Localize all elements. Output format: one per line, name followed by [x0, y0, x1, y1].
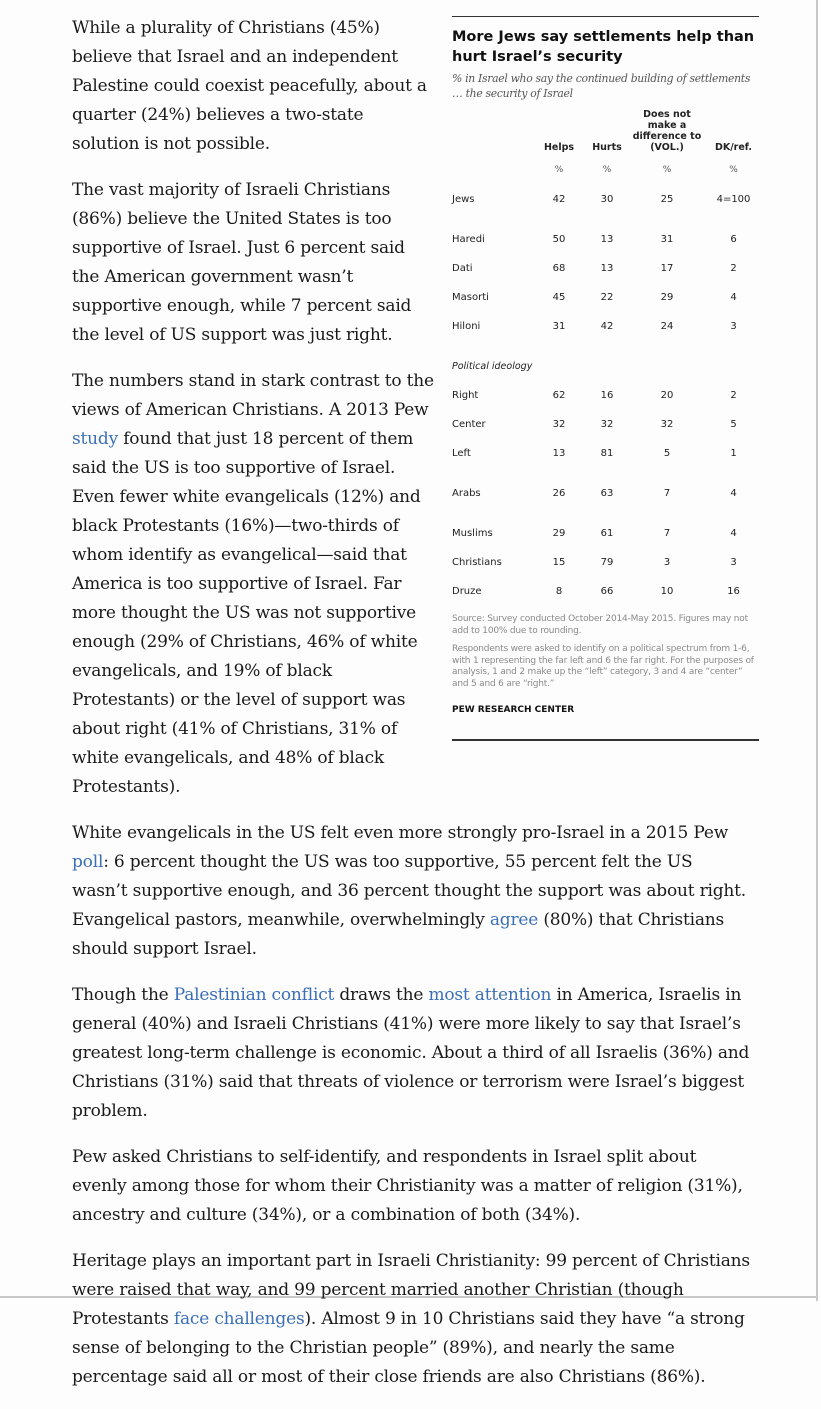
- value-helps: 29: [552, 528, 566, 539]
- value-dk-ref: 1: [730, 448, 737, 459]
- row-label: Masorti: [452, 292, 489, 303]
- row-label: Dati: [452, 263, 473, 274]
- value-dk-ref: 4: [730, 528, 737, 539]
- paragraph-text: (80%) that Christians should support Israel.: [72, 910, 725, 959]
- value-no-difference: 24: [660, 321, 674, 332]
- paragraph-text: in America, Israelis in general (40%) and Israeli Christians (41%) were more likely to say that Israel’s greatest long-term challenge is economic. About a third of all Israelis (36%) and Christians (31%) said that threats of violence or terrorism were Israel’s biggest problem.: [72, 985, 750, 1121]
- article-paragraph: [72, 1247, 752, 1392]
- inline-link[interactable]: Palestinian conflict: [173, 985, 335, 1005]
- inline-link[interactable]: poll: [72, 852, 104, 872]
- article-paragraph: [72, 981, 752, 1126]
- paragraph-text: White evangelicals in the US felt even more strongly pro-Israel in a 2015 Pew: [72, 823, 729, 843]
- category-label: Political ideology: [452, 361, 533, 372]
- figure-table-body: [452, 185, 759, 606]
- row-label: Center: [452, 419, 486, 430]
- value-helps: 45: [552, 292, 566, 303]
- table-row: [452, 312, 759, 341]
- header-helps: Helps: [543, 142, 575, 153]
- table-spacer-row: [452, 214, 759, 225]
- paragraph-text: Though the: [72, 985, 174, 1005]
- value-dk-ref: 2: [730, 390, 737, 401]
- value-hurts: 30: [600, 194, 614, 205]
- value-helps: 68: [552, 263, 566, 274]
- table-row: [452, 479, 759, 508]
- table-row: [452, 381, 759, 410]
- inline-link[interactable]: study: [72, 429, 118, 449]
- value-hurts: 22: [600, 292, 614, 303]
- value-dk-ref: 16: [727, 586, 740, 597]
- article-body: [72, 14, 755, 1409]
- value-hurts: 16: [600, 390, 614, 401]
- value-dk-ref: 4: [730, 292, 737, 303]
- paragraph-text: : 6 percent thought the US was too supportive, 55 percent felt the US wasn’t supportive enough, and 36 percent thought the support was about right. Evangelical pastors, meanwhile, overwhelmingly: [72, 852, 746, 930]
- table-row: [452, 410, 759, 439]
- header-no-difference: Does not make a difference to (VOL.): [632, 109, 702, 153]
- figure-credit: PEW RESEARCH CENTER: [452, 705, 575, 715]
- figure-source-note: Source: Survey conducted October 2014-May 2015. Figures may not add to 100% due to rounding.: [452, 614, 748, 636]
- table-category-row: [452, 352, 759, 381]
- value-helps: 8: [555, 586, 563, 597]
- article-paragraph: [72, 819, 752, 964]
- value-no-difference: 7: [663, 528, 671, 539]
- inline-link[interactable]: most attention: [428, 985, 552, 1005]
- paragraph-text: The vast majority of Israeli Christians (86%) believe the United States is too supportive of Israel. Just 6 percent said the American government wasn’t supportive enough, while 7 percent said the level of US support was just right.: [72, 180, 412, 345]
- paragraph-text: The numbers stand in stark contrast to the views of American Christians. A 2013 Pew: [72, 371, 434, 420]
- header-dk-ref: DK/ref.: [714, 142, 753, 153]
- value-dk-ref: 3: [730, 557, 737, 568]
- header-hurts: Hurts: [592, 142, 622, 153]
- value-helps: 50: [552, 234, 566, 245]
- row-label: Arabs: [452, 488, 481, 499]
- table-header-row: [452, 109, 759, 156]
- table-row: [452, 548, 759, 577]
- paragraph-text: While a plurality of Christians (45%) believe that Israel and an independent Palestine could coexist peacefully, about a quarter (24%) believes a two-state solution is not possible.: [72, 18, 427, 154]
- value-hurts: 32: [600, 419, 614, 430]
- table-spacer-row: [452, 468, 759, 479]
- row-label: Left: [452, 448, 471, 459]
- value-helps: 13: [552, 448, 566, 459]
- table-row: [452, 577, 759, 606]
- figure-table: [452, 109, 759, 606]
- table-spacer-row: [452, 341, 759, 352]
- survey-figure: [452, 16, 759, 741]
- paragraph-text: draws the: [334, 985, 429, 1005]
- value-helps: 32: [552, 419, 566, 430]
- value-no-difference: 31: [660, 234, 674, 245]
- inline-link[interactable]: agree: [489, 910, 539, 930]
- value-no-difference: 25: [660, 194, 674, 205]
- paragraph-text: ). Almost 9 in 10 Christians said they have “a strong sense of belonging to the Christian people” (89%), and nearly the same percentage said all or most of their close friends are also Christians (86%).: [72, 1309, 745, 1387]
- value-hurts: 13: [600, 263, 614, 274]
- value-no-difference: 5: [663, 448, 671, 459]
- value-helps: 42: [552, 194, 566, 205]
- value-hurts: 79: [600, 557, 614, 568]
- value-dk-ref: 4=100: [716, 194, 751, 205]
- table-row: [452, 254, 759, 283]
- value-hurts: 66: [600, 586, 614, 597]
- table-row: [452, 519, 759, 548]
- table-spacer-row: [452, 508, 759, 519]
- figure-subtitle: % in Israel who say the continued building of settlements … the security of Israel: [452, 72, 751, 100]
- table-unit-row: [452, 156, 759, 185]
- value-dk-ref: 3: [730, 321, 737, 332]
- value-no-difference: 20: [660, 390, 674, 401]
- article-paragraph: [72, 1143, 752, 1230]
- value-helps: 26: [552, 488, 566, 499]
- value-no-difference: 32: [660, 419, 674, 430]
- value-hurts: 42: [600, 321, 614, 332]
- value-no-difference: 17: [660, 263, 674, 274]
- value-hurts: 81: [600, 448, 614, 459]
- inline-link[interactable]: face challenges: [173, 1309, 305, 1329]
- table-row: [452, 185, 759, 214]
- value-hurts: 63: [600, 488, 614, 499]
- table-row: [452, 225, 759, 254]
- row-label: Right: [452, 390, 479, 401]
- paragraph-text: Heritage plays an important part in Israeli Christianity: 99 percent of Christians were raised that way, and 99 percent married another Christian (though Protestants: [72, 1251, 750, 1329]
- value-no-difference: 7: [663, 488, 671, 499]
- value-helps: 62: [552, 390, 566, 401]
- value-helps: 31: [552, 321, 566, 332]
- figure-method-note: Respondents were asked to identify on a political spectrum from 1-6, with 1 representing the far left and 6 the far right. For the purposes of analysis, 1 and 2 make up the “left” category, 3 and 4 are “center” and 5 and 6 are “right.”: [452, 644, 754, 689]
- unit-no-difference: %: [662, 165, 672, 175]
- value-dk-ref: 2: [730, 263, 737, 274]
- row-label: Hiloni: [452, 321, 481, 332]
- row-label: Muslims: [452, 528, 493, 539]
- table-row: [452, 283, 759, 312]
- page-right-border: [816, 0, 818, 1301]
- value-dk-ref: 5: [730, 419, 737, 430]
- paragraph-text: found that just 18 percent of them said the US is too supportive of Israel. Even fewer white evangelicals (12%) and black Protestants (16%)—two-thirds of whom identify as evangelical—said that America is too supportive of Israel. Far more thought the US was not supportive enough (29% of Christians, 46% of white evangelicals, and 19% of black Protestants) or the level of support was about right (41% of Christians, 31% of white evangelicals, and 48% of black Protestants).: [72, 429, 421, 797]
- header-blank: [452, 109, 530, 156]
- figure-title: More Jews say settlements help than hurt Israel’s security: [452, 29, 755, 65]
- value-dk-ref: 4: [730, 488, 737, 499]
- table-row: [452, 439, 759, 468]
- row-label: Jews: [452, 194, 475, 205]
- value-dk-ref: 6: [730, 234, 737, 245]
- row-label: Christians: [452, 557, 502, 568]
- value-no-difference: 10: [660, 586, 674, 597]
- row-label: Haredi: [452, 234, 485, 245]
- paragraph-text: Pew asked Christians to self-identify, and respondents in Israel split about evenly among those for whom their Christianity was a matter of religion (31%), ancestry and culture (34%), or a combination of both (34%).: [72, 1147, 743, 1225]
- unit-helps: %: [554, 165, 564, 175]
- value-hurts: 13: [600, 234, 614, 245]
- value-no-difference: 29: [660, 292, 674, 303]
- unit-hurts: %: [602, 165, 612, 175]
- value-no-difference: 3: [663, 557, 671, 568]
- row-label: Druze: [452, 586, 482, 597]
- unit-dk-ref: %: [729, 165, 738, 175]
- value-helps: 15: [552, 557, 566, 568]
- value-hurts: 61: [600, 528, 614, 539]
